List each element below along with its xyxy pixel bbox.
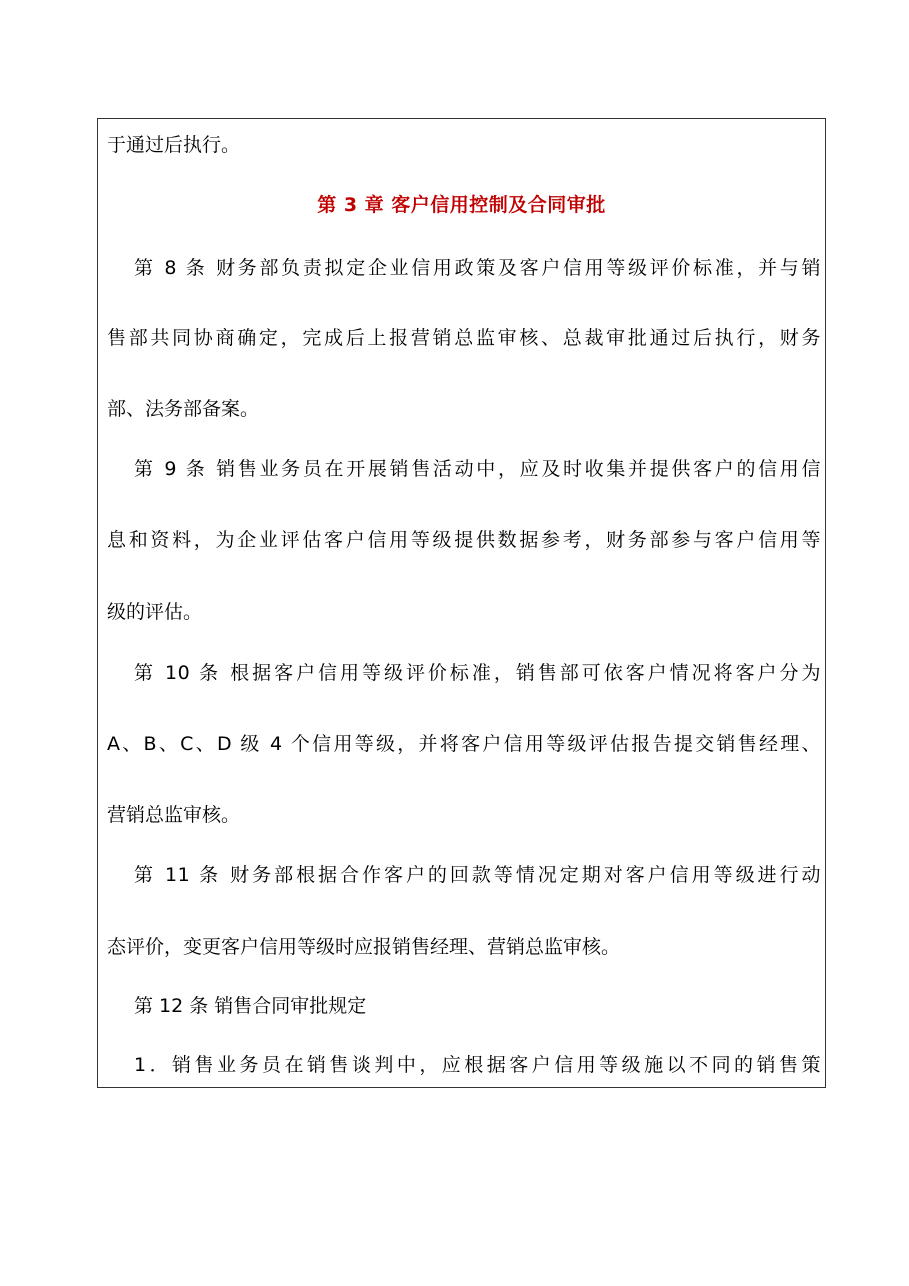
article-9-line-3: 级的评估。 (107, 601, 203, 623)
article-8-line-3: 部、法务部备案。 (107, 398, 260, 420)
paragraph-line: 于通过后执行。 (107, 134, 241, 156)
article-9-line-2: 息和资料，为企业评估客户信用等级提供数据参考，财务部参与客户信用等 (107, 529, 821, 551)
article-12-heading: 第 12 条 销售合同审批规定 (134, 995, 367, 1017)
article-8-line-1: 第 8 条 财务部负责拟定企业信用政策及客户信用等级评价标准，并与销 (134, 257, 821, 279)
article-11-line-2: 态评价，变更客户信用等级时应报销售经理、营销总监审核。 (107, 936, 621, 958)
article-9-line-1: 第 9 条 销售业务员在开展销售活动中，应及时收集并提供客户的信用信 (134, 458, 821, 480)
chapter-heading: 第 3 章 客户信用控制及合同审批 (317, 194, 606, 216)
article-8-line-2: 售部共同协商确定，完成后上报营销总监审核、总裁审批通过后执行，财务 (107, 327, 821, 349)
article-12-item-1: 1．销售业务员在销售谈判中，应根据客户信用等级施以不同的销售策 (134, 1054, 821, 1076)
article-10-line-3: 营销总监审核。 (107, 804, 241, 826)
article-11-line-1: 第 11 条 财务部根据合作客户的回款等情况定期对客户信用等级进行动 (134, 864, 821, 886)
article-10-line-2: A、B、C、D 级 4 个信用等级，并将客户信用等级评估报告提交销售经理、 (107, 733, 821, 755)
article-10-line-1: 第 10 条 根据客户信用等级评价标准，销售部可依客户情况将客户分为 (134, 662, 821, 684)
